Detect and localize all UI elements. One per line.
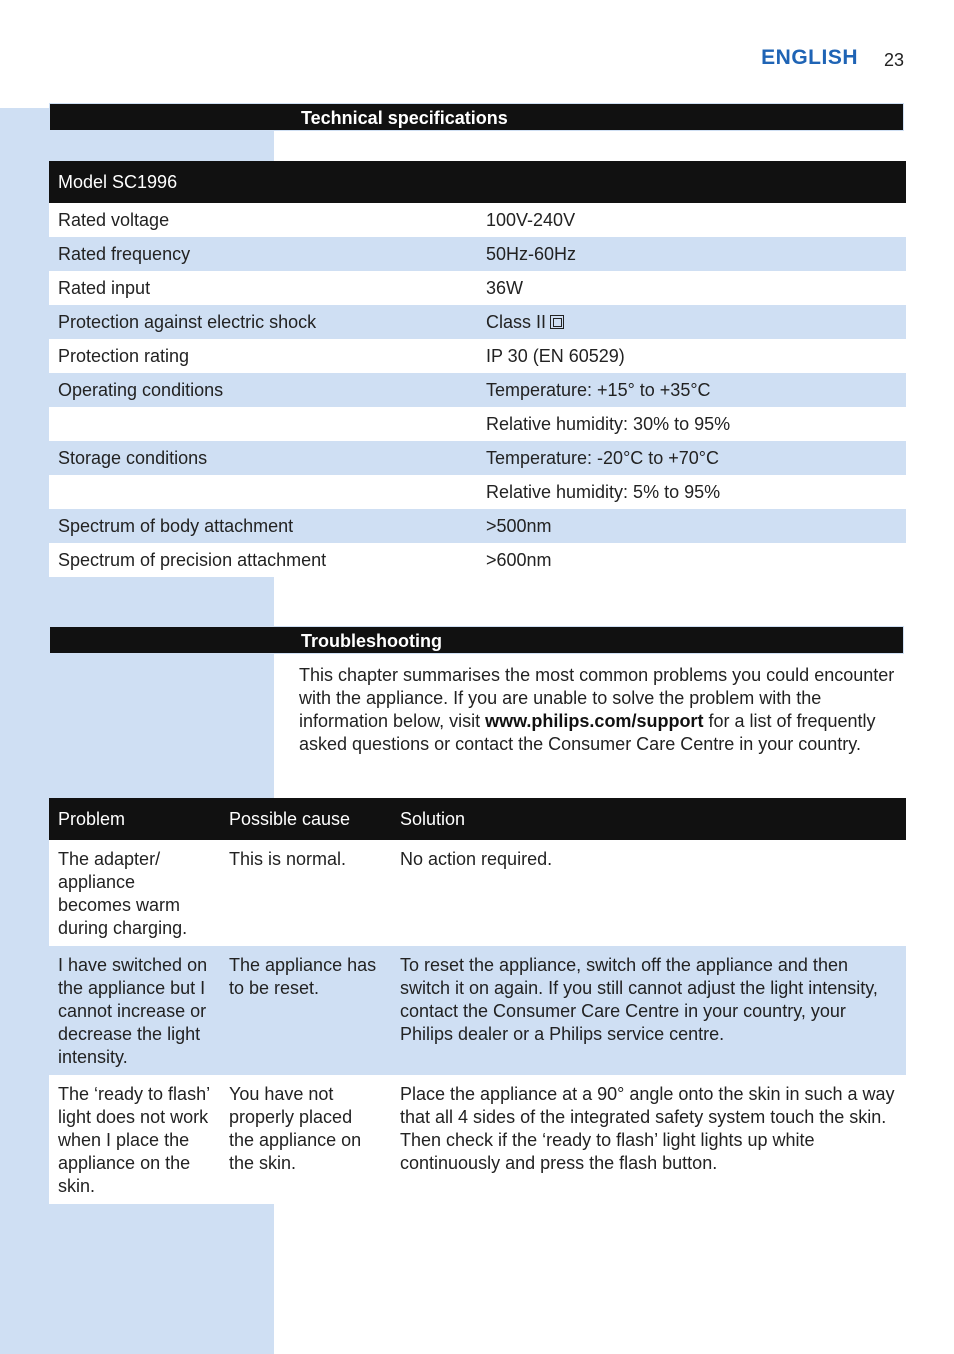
column-header-problem: Problem bbox=[49, 798, 220, 840]
intro-text-end: for a list of frequently asked questions or contact the Consumer Care Centre in your country. bbox=[299, 711, 876, 754]
intro-text: This chapter summarises the most common problems you could encounter with the appliance. If you are unable to solve the problem with the information below, visit bbox=[299, 665, 895, 731]
support-link[interactable]: www.philips.com/support bbox=[485, 711, 704, 731]
spec-value: Temperature: +15° to +35°C bbox=[477, 373, 906, 407]
model-name: Model SC1996 bbox=[49, 161, 906, 203]
spec-value: Relative humidity: 30% to 95% bbox=[477, 407, 906, 441]
problem-cell: I have switched on the appliance but I cannot increase or decrease the light intensity. bbox=[49, 946, 220, 1075]
table-row bbox=[49, 1075, 906, 1204]
spec-label: Rated voltage bbox=[49, 203, 477, 237]
spec-value-cell bbox=[477, 305, 906, 339]
tech-specs-header-row bbox=[49, 161, 906, 203]
spec-value: >500nm bbox=[477, 509, 906, 543]
troubleshooting-header-row bbox=[49, 798, 906, 840]
column-header-solution: Solution bbox=[391, 798, 906, 840]
spec-label bbox=[49, 475, 477, 509]
spec-label: Protection rating bbox=[49, 339, 477, 373]
spec-label: Operating conditions bbox=[49, 373, 477, 407]
table-row bbox=[49, 271, 906, 305]
spec-label: Spectrum of precision attachment bbox=[49, 543, 477, 577]
table-row bbox=[49, 339, 906, 373]
spec-value: Temperature: -20°C to +70°C bbox=[477, 441, 906, 475]
table-row bbox=[49, 509, 906, 543]
cause-cell: The appliance has to be reset. bbox=[220, 946, 391, 1075]
double-insulation-icon bbox=[550, 315, 564, 329]
spec-value: Relative humidity: 5% to 95% bbox=[477, 475, 906, 509]
table-row bbox=[49, 475, 906, 509]
troubleshooting-table bbox=[49, 798, 906, 1204]
spec-label: Protection against electric shock bbox=[49, 305, 477, 339]
spec-label: Storage conditions bbox=[49, 441, 477, 475]
table-row bbox=[49, 441, 906, 475]
cause-cell: This is normal. bbox=[220, 840, 391, 946]
solution-cell: Place the appliance at a 90° angle onto the skin in such a way that all 4 sides of the integrated safety system touch the skin. Then check if the ‘ready to flash’ light lights up white continuously and press the flash button. bbox=[391, 1075, 906, 1204]
spec-label: Spectrum of body attachment bbox=[49, 509, 477, 543]
table-row bbox=[49, 543, 906, 577]
language-label: ENGLISH bbox=[761, 46, 858, 69]
solution-cell: No action required. bbox=[391, 840, 906, 946]
troubleshooting-heading-bar bbox=[49, 626, 904, 654]
problem-cell: The adapter/ appliance becomes warm during charging. bbox=[49, 840, 220, 946]
table-row bbox=[49, 237, 906, 271]
spec-value: 36W bbox=[477, 271, 906, 305]
solution-cell: To reset the appliance, switch off the appliance and then switch it on again. If you still cannot adjust the light intensity, contact the Consumer Care Centre in your country, your Philips dealer or a Philips service centre. bbox=[391, 946, 906, 1075]
table-row bbox=[49, 203, 906, 237]
spec-value: Class II bbox=[486, 311, 547, 332]
cause-cell: You have not properly placed the appliance on the skin. bbox=[220, 1075, 391, 1204]
spec-value: 100V-240V bbox=[477, 203, 906, 237]
column-header-cause: Possible cause bbox=[220, 798, 391, 840]
troubleshooting-heading: Troubleshooting bbox=[301, 631, 442, 651]
tech-specs-table bbox=[49, 161, 906, 577]
table-row bbox=[49, 946, 906, 1075]
spec-label: Rated frequency bbox=[49, 237, 477, 271]
tech-specs-heading: Technical specifications bbox=[301, 108, 508, 128]
table-row bbox=[49, 407, 906, 441]
page-number: 23 bbox=[884, 50, 905, 70]
spec-value: >600nm bbox=[477, 543, 906, 577]
spec-label: Rated input bbox=[49, 271, 477, 305]
spec-value: IP 30 (EN 60529) bbox=[477, 339, 906, 373]
troubleshooting-intro bbox=[299, 664, 899, 756]
spec-value: 50Hz-60Hz bbox=[477, 237, 906, 271]
tech-specs-heading-bar bbox=[49, 103, 904, 131]
table-row bbox=[49, 840, 906, 946]
spec-label bbox=[49, 407, 477, 441]
problem-cell: The ‘ready to flash’ light does not work when I place the appliance on the skin. bbox=[49, 1075, 220, 1204]
table-row bbox=[49, 305, 906, 339]
table-row bbox=[49, 373, 906, 407]
